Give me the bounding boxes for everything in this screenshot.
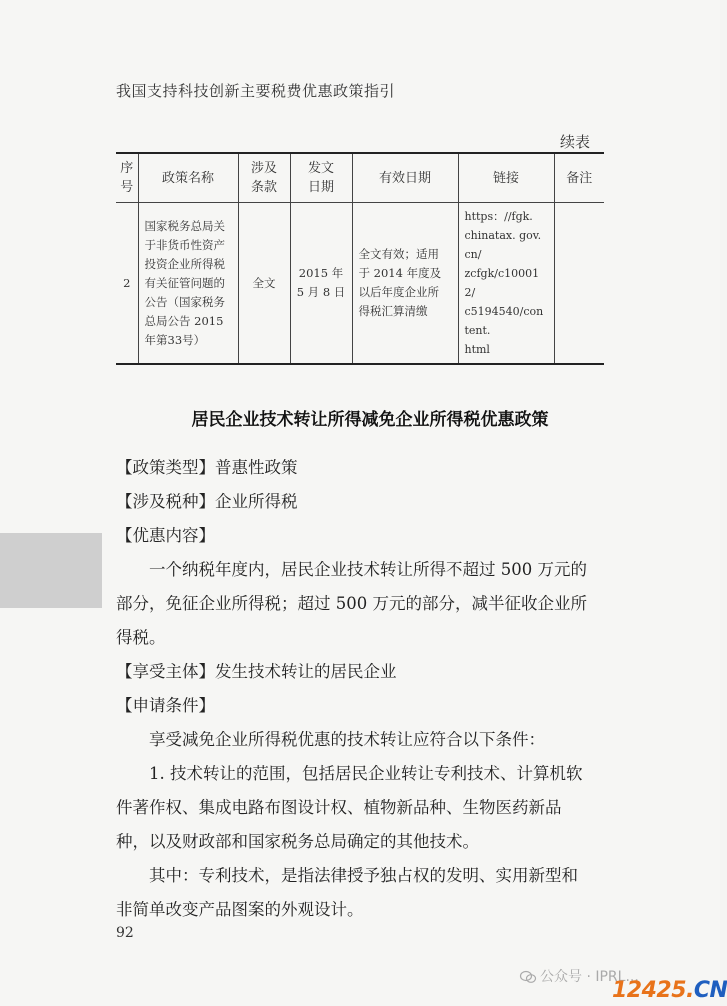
tax-type-line: 【涉及税种】企业所得税 (116, 492, 298, 511)
running-header: 我国支持科技创新主要税费优惠政策指引 (116, 82, 396, 100)
paragraph-line: 一个纳税年度内，居民企业技术转让所得不超过 500 万元的 (149, 560, 587, 579)
site-logo: 12425.CN (612, 978, 727, 1003)
cell-policy-name: 国家税务总局关 于非货币性资产 投资企业所得税 有关征管问题的 公告（国家税务 总局公告 2015 年第33号） (138, 203, 238, 365)
section-title: 居民企业技术转让所得减免企业所得税优惠政策 (191, 410, 549, 430)
col-header-name: 政策名称 (138, 153, 238, 203)
col-header-clause: 涉及条款 (238, 153, 290, 203)
policy-type-line: 【政策类型】普惠性政策 (116, 458, 298, 477)
beneficiary-line: 【享受主体】发生技术转让的居民企业 (116, 662, 397, 681)
col-header-validity: 有效日期 (352, 153, 458, 203)
benefit-heading: 【优惠内容】 (116, 526, 215, 545)
paragraph-line: 其中：专利技术，是指法律授予独占权的发明、实用新型和 (149, 866, 578, 885)
table-header-row (116, 153, 604, 203)
cell-note (554, 203, 604, 365)
col-header-no: 序号 (116, 153, 138, 203)
col-header-note: 备注 (554, 153, 604, 203)
cell-clause: 全文 (238, 203, 290, 365)
paragraph-line: 1. 技术转让的范围，包括居民企业转让专利技术、计算机软 (149, 764, 583, 783)
page-number: 92 (116, 925, 134, 941)
conditions-heading: 【申请条件】 (116, 696, 215, 715)
paragraph-line: 件著作权、集成电路布图设计权、植物新品种、生物医药新品 (116, 798, 562, 817)
policy-table (116, 152, 604, 365)
wechat-icon (520, 971, 536, 983)
paragraph-line: 非简单改变产品图案的外观设计。 (116, 900, 364, 919)
table-row (116, 203, 604, 365)
paragraph-line: 种，以及财政部和国家税务总局确定的其他技术。 (116, 832, 479, 851)
paragraph-line: 享受减免企业所得税优惠的技术转让应符合以下条件： (149, 730, 545, 749)
continued-label: 续表 (560, 133, 591, 151)
cell-link[interactable]: https：//fgk. chinatax. gov. cn/ zcfgk/c100012/ c5194540/content. html (458, 203, 554, 365)
paragraph-line: 得税。 (116, 628, 166, 647)
cell-no: 2 (116, 203, 138, 365)
cell-issue-date: 2015 年 5 月 8 日 (290, 203, 352, 365)
margin-tab (0, 533, 102, 608)
col-header-link: 链接 (458, 153, 554, 203)
section-body (116, 451, 608, 927)
paragraph-line: 部分，免征企业所得税；超过 500 万元的部分，减半征收企业所 (116, 594, 587, 613)
col-header-date: 发文日期 (290, 153, 352, 203)
cell-validity: 全文有效；适用 于 2014 年度及 以后年度企业所 得税汇算清缴 (352, 203, 458, 365)
watermark: 公众号 · IPRL... (520, 966, 639, 986)
